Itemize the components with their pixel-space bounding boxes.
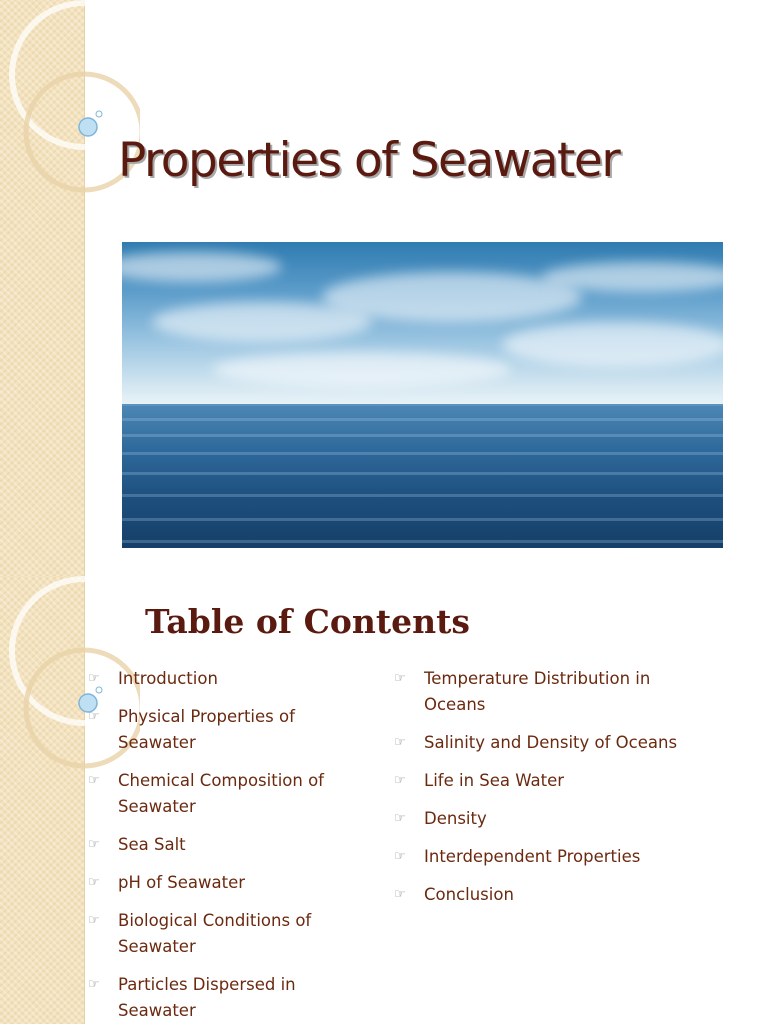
toc-item (394, 768, 714, 794)
toc-item-label: Sea Salt (118, 835, 186, 854)
pointing-hand-icon: ☞ (394, 887, 406, 902)
toc-item (88, 832, 358, 858)
toc-item (88, 870, 358, 896)
toc-item-label: Life in Sea Water (424, 771, 565, 790)
toc-item-label: Chemical Composition of Seawater (118, 771, 324, 816)
pointing-hand-icon: ☞ (394, 735, 406, 750)
toc-item (394, 806, 714, 832)
toc-item (88, 908, 358, 960)
sea-water (122, 406, 723, 548)
toc-heading: Table of Contents (145, 602, 470, 641)
sea-photo (122, 242, 723, 548)
pointing-hand-icon: ☞ (88, 773, 100, 788)
toc-item-label: Physical Properties of Seawater (118, 707, 295, 752)
toc-item (88, 972, 358, 1024)
toc-item-label: Salinity and Density of Oceans (424, 733, 678, 752)
toc-item (394, 730, 714, 756)
decorative-circles-icon (0, 0, 140, 576)
pointing-hand-icon: ☞ (394, 773, 406, 788)
pointing-hand-icon: ☞ (394, 849, 406, 864)
toc-item (88, 666, 358, 692)
slide-title: Properties of Seawater (118, 133, 620, 188)
pointing-hand-icon: ☞ (394, 671, 406, 686)
pointing-hand-icon: ☞ (88, 913, 100, 928)
toc-item-label: Temperature Distribution in Oceans (424, 669, 651, 714)
pointing-hand-icon: ☞ (394, 811, 406, 826)
pointing-hand-icon: ☞ (88, 875, 100, 890)
toc-item-label: Density (424, 809, 487, 828)
toc-item-label: pH of Seawater (118, 873, 246, 892)
toc-item (394, 882, 714, 908)
pointing-hand-icon: ☞ (88, 671, 100, 686)
toc-item-label: Biological Conditions of Seawater (118, 911, 312, 956)
toc-item-label: Conclusion (424, 885, 514, 904)
toc-item (88, 768, 358, 820)
sky-area (122, 242, 723, 404)
toc-item (394, 666, 714, 718)
toc-item-label: Particles Dispersed in Seawater (118, 975, 296, 1020)
toc-right-column (394, 666, 714, 920)
toc-left-column (88, 666, 358, 1036)
toc-item-label: Introduction (118, 669, 218, 688)
pointing-hand-icon: ☞ (88, 837, 100, 852)
toc-item-label: Interdependent Properties (424, 847, 641, 866)
toc-item (394, 844, 714, 870)
toc-item (88, 704, 358, 756)
pointing-hand-icon: ☞ (88, 709, 100, 724)
pointing-hand-icon: ☞ (88, 977, 100, 992)
